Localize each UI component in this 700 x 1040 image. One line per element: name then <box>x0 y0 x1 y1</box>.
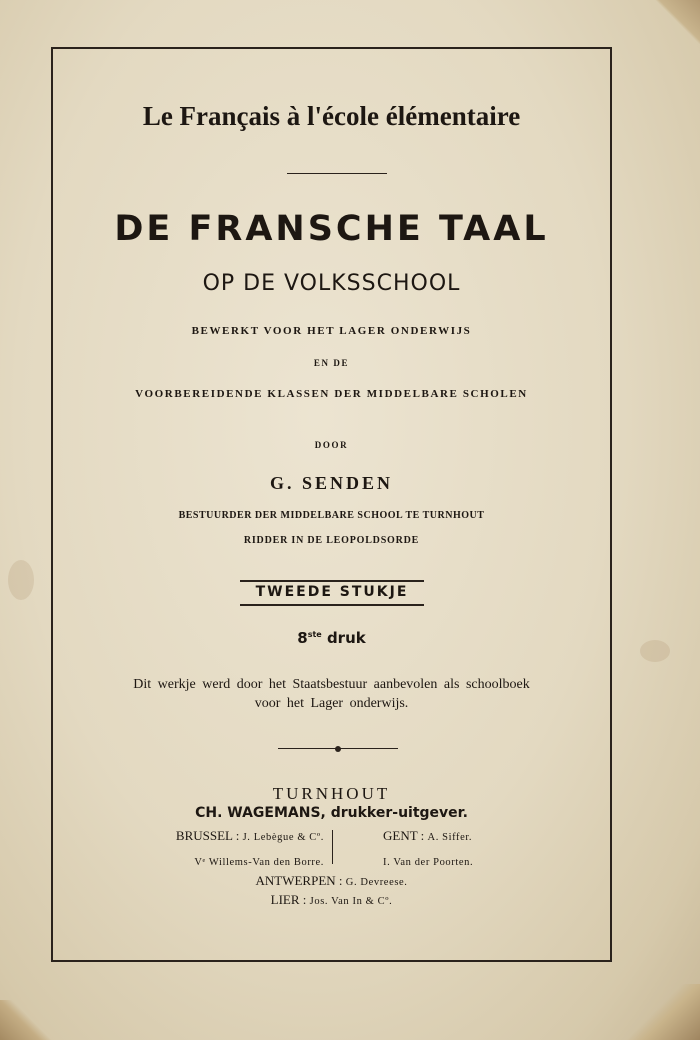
agents-brussel <box>176 824 324 874</box>
agent-lier <box>53 892 610 908</box>
edited-for-conjunction: EN DE <box>313 358 350 368</box>
agents-divider <box>332 830 333 864</box>
paper-stain <box>640 640 670 662</box>
agent-city-label: ANTWERPEN : <box>255 873 343 888</box>
recommendation-note: voor het Lager onderwijs. <box>254 696 409 711</box>
edition-word: druk <box>326 629 366 647</box>
agent-name: Vᵉ Willems-Van den Borre. <box>194 857 324 868</box>
agent-city-label: BRUSSEL : <box>175 828 240 843</box>
author-honor: RIDDER IN DE LEOPOLDSORDE <box>243 535 420 546</box>
torn-corner-bottom-right <box>614 984 700 1040</box>
edited-for-line: BEWERKT VOOR HET LAGER ONDERWIJS <box>191 325 472 337</box>
edition-number: 8 <box>297 629 308 647</box>
recommendation-note: Dit werkje werd door het Staatsbestuur aanbevolen als schoolboek <box>133 677 530 692</box>
agent-antwerpen <box>53 873 610 889</box>
agent-name: J. Lebègue & Cº. <box>242 832 324 843</box>
cover-frame <box>51 47 612 962</box>
title-rule <box>287 173 387 174</box>
main-title: DE FRANSCHE TAAL <box>114 209 549 249</box>
edited-for-line: VOORBEREIDENDE KLASSEN DER MIDDELBARE SCHOLEN <box>135 388 528 400</box>
ornament-divider <box>278 746 398 752</box>
author-name: G. SENDEN <box>269 473 394 493</box>
paper-stain <box>8 560 34 600</box>
agent-name: Jos. Van In & Cº. <box>309 896 393 907</box>
agent-name: A. Siffer. <box>427 832 473 843</box>
edition-suffix: ste <box>307 630 322 639</box>
printer-name: CH. WAGEMANS, drukker-uitgever. <box>195 805 468 821</box>
torn-corner-bottom-left <box>0 1000 60 1040</box>
agent-name: G. Devreese. <box>345 877 408 888</box>
by-label: DOOR <box>314 440 349 450</box>
subtitle: OP DE VOLKSSCHOOL <box>202 271 461 296</box>
agent-city-label: GENT : <box>383 828 425 843</box>
author-function: BESTUURDER DER MIDDELBARE SCHOOL TE TURNHOUT <box>178 510 485 521</box>
agent-city-label: LIER : <box>270 892 307 907</box>
agents-gent <box>383 824 473 874</box>
agent-name: I. Van der Poorten. <box>383 857 474 868</box>
agents-block <box>53 824 610 870</box>
edition <box>53 629 610 647</box>
imprint-city: TURNHOUT <box>272 784 391 803</box>
torn-corner-top-right <box>654 0 700 44</box>
series-title: Le Français à l'école élémentaire <box>142 101 521 131</box>
part-label: TWEEDE STUKJE <box>240 580 424 606</box>
